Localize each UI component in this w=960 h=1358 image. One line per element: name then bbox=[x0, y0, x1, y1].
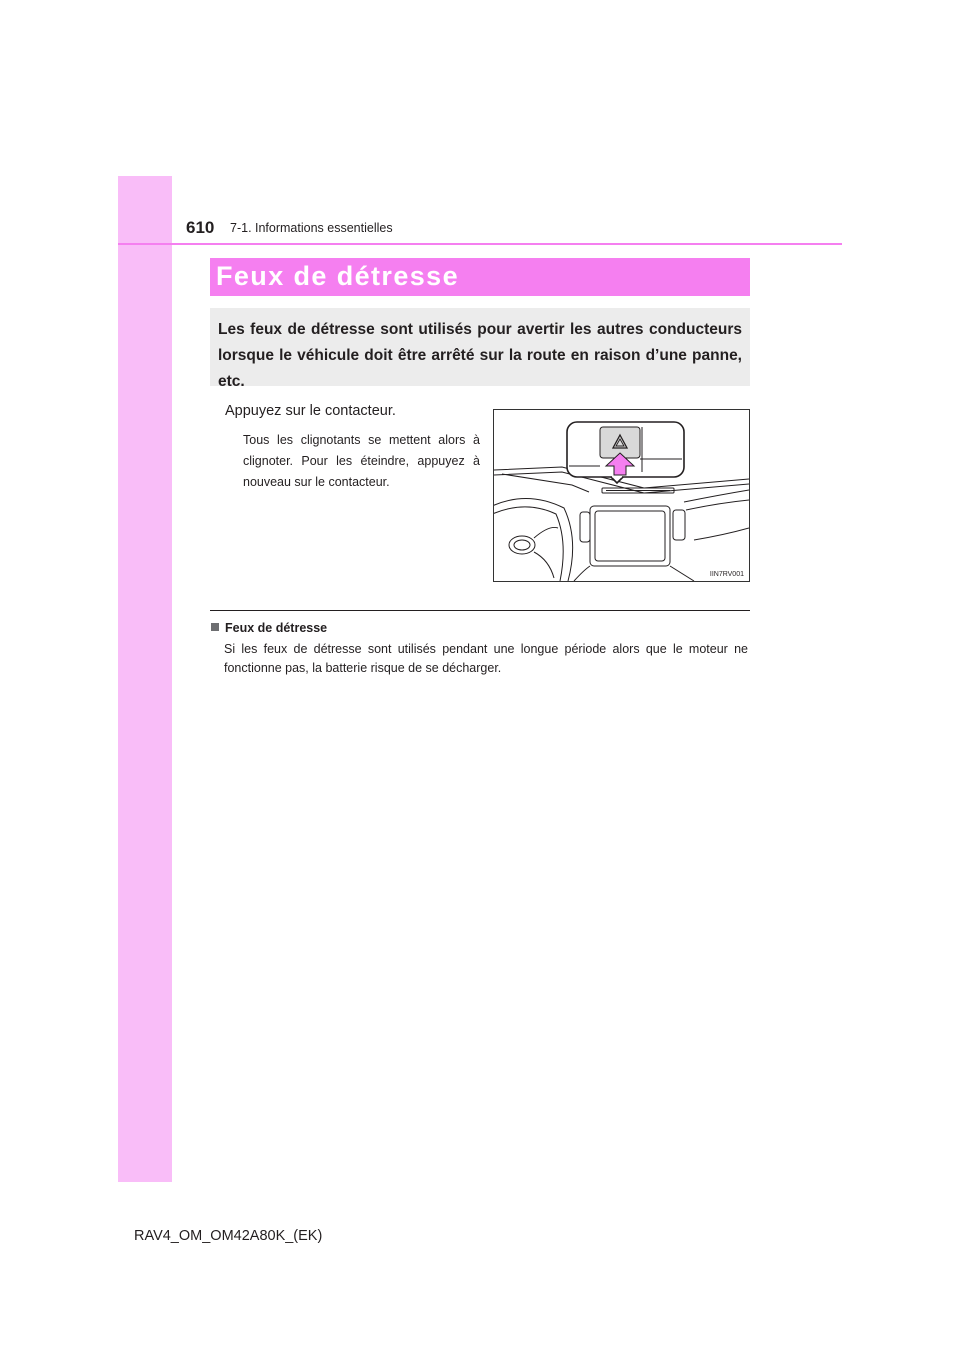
title-bar bbox=[210, 258, 750, 296]
chapter-side-tab bbox=[118, 176, 172, 1182]
instruction-main: Appuyez sur le contacteur. bbox=[225, 403, 396, 419]
section-heading: 7-1. Informations essentielles bbox=[230, 221, 393, 235]
bullet-square-icon bbox=[211, 623, 219, 631]
summary-box bbox=[210, 308, 750, 390]
note-body: Si les feux de détresse sont utilisés pendant une longue période alors que le moteur ne fonctionne pas, la batterie risque de se décharger. bbox=[224, 642, 748, 675]
page-title: Feux de détresse bbox=[216, 261, 460, 291]
dashboard-illustration bbox=[493, 409, 750, 582]
footer-code: RAV4_OM_OM42A80K_(EK) bbox=[134, 1228, 323, 1244]
page-number: 610 bbox=[186, 218, 215, 237]
instruction-detail: Tous les clignotants se mettent alors à clignoter. Pour les éteindre, appuyez à nouveau sur le contacteur. bbox=[243, 433, 480, 489]
note-divider bbox=[210, 610, 750, 611]
summary-text: Les feux de détresse sont utilisés pour avertir les autres conducteurs lorsque le véhicule doit être arrêté sur la route en raison d’une panne, etc. bbox=[218, 321, 742, 390]
note-heading bbox=[211, 621, 327, 635]
figure-id: IIN7RV001 bbox=[709, 571, 744, 578]
header-divider bbox=[118, 243, 842, 245]
note-heading-text: Feux de détresse bbox=[225, 621, 328, 635]
